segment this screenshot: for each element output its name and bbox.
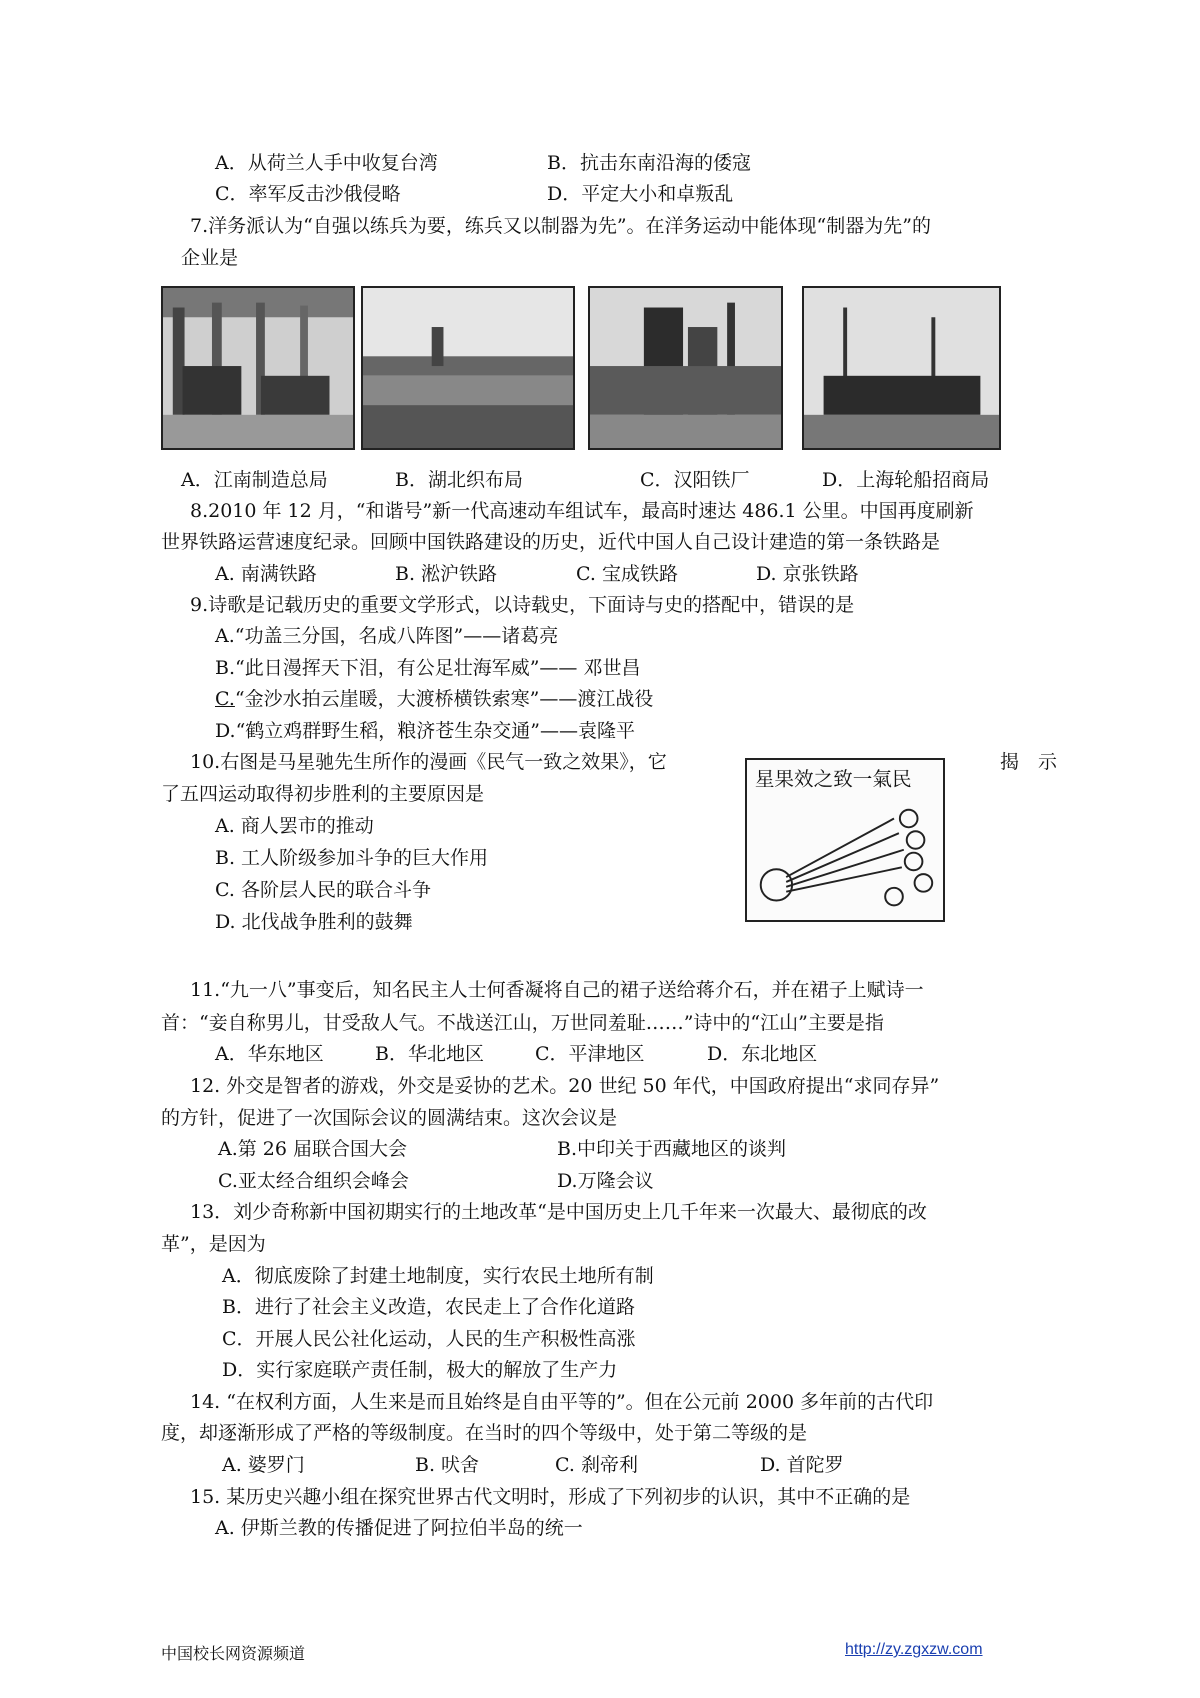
q10-stem-line1: 10.右图是马星驰先生所作的漫画《民气一致之效果》，它 xyxy=(190,751,667,773)
q7-option-d: D．上海轮船招商局 xyxy=(822,469,990,491)
q9-option-c xyxy=(215,686,653,712)
q14-stem-line1: 14. “在权利方面，人生来是而且始终是自由平等的”。但在公元前 2000 多年前的古代印 xyxy=(190,1391,934,1413)
q7-option-b: B．湖北织布局 xyxy=(395,469,523,491)
photo-hanyang-ironworks xyxy=(588,286,783,450)
q10-stem-line2: 了五四运动取得初步胜利的主要原因是 xyxy=(161,783,485,805)
q8-option-b: B. 淞沪铁路 xyxy=(395,563,498,585)
q9-option-d: D.“鹤立鸡群野生稻，粮济苍生杂交通”——袁隆平 xyxy=(215,720,636,742)
q11-option-c: C．平津地区 xyxy=(535,1043,645,1065)
q9-option-a: A.“功盖三分国，名成八阵图”——诸葛亮 xyxy=(215,625,559,647)
q13-stem-line2: 革”，是因为 xyxy=(161,1233,266,1255)
q7-stem-line1: 7.洋务派认为“自强以练兵为要，练兵又以制器为先”。在洋务运动中能体现“制器为先”的 xyxy=(190,215,931,237)
q14-option-c: C. 刹帝利 xyxy=(555,1454,638,1476)
q11-option-d: D．东北地区 xyxy=(707,1043,818,1065)
q11-stem-line1: 11.“九一八”事变后，知名民主人士何香凝将自己的裙子送给蒋介石，并在裙子上赋诗一 xyxy=(190,979,924,1001)
q7-option-a: A．江南制造总局 xyxy=(181,469,328,491)
q10-option-b: B. 工人阶级参加斗争的巨大作用 xyxy=(215,847,489,869)
q13-stem-line1: 13．刘少奇称新中国初期实行的土地改革“是中国历史上几千年来一次最大、最彻底的改 xyxy=(190,1201,927,1223)
q6-option-d: D．平定大小和卓叛乱 xyxy=(547,183,734,205)
q13-option-a: A．彻底废除了封建土地制度，实行农民土地所有制 xyxy=(222,1265,654,1287)
q7-option-c: C．汉阳铁厂 xyxy=(640,469,750,491)
q11-stem-line2: 首：“妾自称男儿，甘受敌人气。不战送江山，万世同羞耻……”诗中的“江山”主要是指 xyxy=(161,1012,884,1034)
footer-link[interactable]: http://zy.zgxzw.com xyxy=(845,1641,983,1658)
q9-stem: 9.诗歌是记载历史的重要文学形式，以诗载史，下面诗与史的搭配中，错误的是 xyxy=(190,594,855,616)
q14-option-d: D. 首陀罗 xyxy=(760,1454,844,1476)
q14-stem-line2: 度，却逐渐形成了严格的等级制度。在当时的四个等级中，处于第二等级的是 xyxy=(161,1422,808,1444)
q9-option-b: B.“此日漫挥天下泪，有公足壮海军威”—— 邓世昌 xyxy=(215,657,641,679)
q13-option-c: C．开展人民公社化运动，人民的生产积极性高涨 xyxy=(222,1328,636,1350)
photo-shanghai-steamship-company xyxy=(802,286,1001,450)
q8-option-a: A. 南满铁路 xyxy=(215,563,317,585)
q8-stem-line1: 8.2010 年 12 月，“和谐号”新一代高速动车组试车，最高时速达 486.1 公里。中国再度刷新 xyxy=(190,500,974,522)
q9-option-c-text: “金沙水拍云崖暖，大渡桥横铁索寒”——渡江战役 xyxy=(234,688,654,710)
q12-option-a: A.第 26 届联合国大会 xyxy=(218,1138,408,1160)
q12-stem-line2: 的方针，促进了一次国际会议的圆满结束。这次会议是 xyxy=(161,1107,618,1129)
q8-option-c: C. 宝成铁路 xyxy=(576,563,678,585)
q14-option-a: A. 婆罗门 xyxy=(222,1454,305,1476)
footer-source: 中国校长网资源频道 xyxy=(161,1644,306,1663)
q10-stem-line1-tail: 揭 示 xyxy=(1000,751,1058,773)
q15-option-a: A. 伊斯兰教的传播促进了阿拉伯半岛的统一 xyxy=(215,1517,583,1539)
photo-jiangnan-arsenal xyxy=(161,286,355,450)
q6-option-b: B．抗击东南沿海的倭寇 xyxy=(547,152,751,174)
q6-option-a: A．从荷兰人手中收复台湾 xyxy=(215,152,438,174)
cartoon-public-unity xyxy=(745,758,945,922)
q13-option-b: B．进行了社会主义改造，农民走上了合作化道路 xyxy=(222,1296,635,1318)
q7-stem-line2: 企业是 xyxy=(181,247,239,269)
q10-option-c: C. 各阶层人民的联合斗争 xyxy=(215,879,431,901)
photo-hubei-textile-bureau xyxy=(361,286,575,450)
q10-option-d: D. 北伐战争胜利的鼓舞 xyxy=(215,911,413,933)
q13-option-d: D．实行家庭联产责任制，极大的解放了生产力 xyxy=(222,1359,618,1381)
q8-stem-line2: 世界铁路运营速度纪录。回顾中国铁路建设的历史，近代中国人自己设计建造的第一条铁路是 xyxy=(161,531,941,553)
q11-option-a: A．华东地区 xyxy=(215,1043,324,1065)
q10-option-a: A. 商人罢市的推动 xyxy=(215,815,374,837)
q14-option-b: B. 吠舍 xyxy=(415,1454,480,1476)
q12-option-c: C.亚太经合组织会峰会 xyxy=(218,1170,409,1192)
q12-option-d: D.万隆会议 xyxy=(557,1170,654,1192)
q9-option-c-letter: C. xyxy=(215,688,235,710)
q15-stem: 15. 某历史兴趣小组在探究世界古代文明时，形成了下列初步的认识，其中不正确的是 xyxy=(190,1486,911,1508)
q6-option-c: C．率军反击沙俄侵略 xyxy=(215,183,401,205)
q8-option-d: D. 京张铁路 xyxy=(756,563,859,585)
q12-option-b: B.中印关于西藏地区的谈判 xyxy=(557,1138,787,1160)
cartoon-caption: 星果效之致一氣民 xyxy=(754,767,912,791)
q12-stem-line1: 12. 外交是智者的游戏，外交是妥协的艺术。20 世纪 50 年代，中国政府提出“求同存异” xyxy=(190,1075,940,1097)
q11-option-b: B．华北地区 xyxy=(375,1043,484,1065)
